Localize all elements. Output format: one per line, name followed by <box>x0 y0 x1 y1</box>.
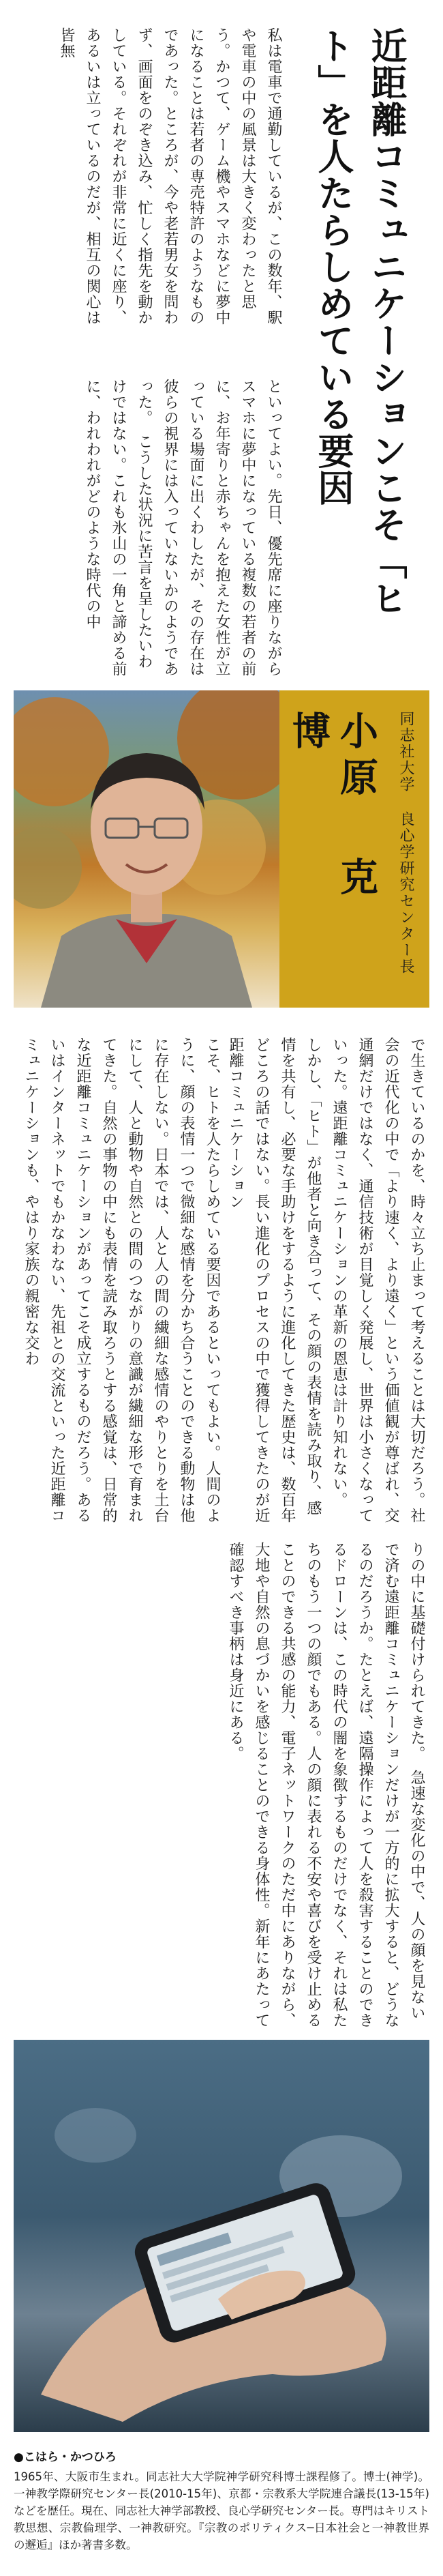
body-column-2: こそ、ヒトを人たらしめている要因であるといってもよい。人間のように、顔の表情一つで微細な感情を分かち合うことのできる動物は他に存在しない。日本では、人と人の間の繊細な感情のやりとりを土台にして、人と動物や自然との間のつながりの意識が繊細な形で育まれてきた。自然の事物の中にも表情を読み取ろうとする感覚は、日常的な近距離コミュニケーションがあってこそ成立するものだろう。あるいはインターネットでもかなわない、先祖との交流といった近距離コミュニケーションも、やはり家族の親密な交わ <box>22 1037 221 1523</box>
smartphone-hand-photo <box>14 2040 429 2432</box>
smartphone-illustration <box>14 2040 429 2432</box>
author-bio-section <box>0 2432 443 2576</box>
author-name: 小原 克博 <box>286 711 379 903</box>
article-body-section <box>0 1016 443 2040</box>
intro-paragraph-lower: といってよい。先日、優先席に座りながらスマホに夢中になっている複数の若者の前に、お年寄りと赤ちゃんを抱えた女性が立っている場面に出くわしたが、その存在は彼らの視界には入っていないかのようであった。 こうした状況に苦言を呈したいわけではない。これも氷山の一角と諦める前に、われわれがどのような時代の中 <box>84 379 282 677</box>
smartphone-photo-section <box>0 2040 443 2432</box>
intro-section <box>0 0 443 689</box>
intro-paragraph-upper: 私は電車で通勤しているが、この数年、駅や電車の中の風景は大きく変わったと思う。かつて、ゲーム機やスマホなどに夢中になることは若者の専売特許のようなものであった。ところが、今や老若男女を問わず、画面をのぞき込み、忙しく指先を動かしている。それぞれが非常に近くに座り、あるいは立っているのだが、相互の関心は皆無 <box>58 27 282 325</box>
body-column-1: で生きているのかを、時々立ち止まって考えることは大切だろう。社会の近代化の中で「より速く、より遠く」という価値観が尊ばれ、交通網だけではなく、通信技術が目覚しく発展し、世界は小さくなっていった。遠距離コミュニケーションの革新の恩恵は計り知れない。 しかし、「ヒト」が他者と向き合って、その顔の表情を読み取り、感情を共有し、必要な手助けをするように進化してきた歴史は、数百年どころの話ではない。長い進化のプロセスの中で獲得してきたのが近距離コミュニケーション <box>227 1037 425 1523</box>
bio-text: 1965年、大阪市生まれ。同志社大大学院神学研究科博士課程修了。博士(神学)。一神教学際研究センター長(2010-15年)、京都・宗教系大学院連合議長(13-15年)などを歴任。現在、同志社大神学部教授、良心学研究センター長。専門はキリスト教思想、宗教倫理学、一神教研究。『宗教のポリティクス─日本社会と一神教世界の邂逅』ほか著書多数。 <box>14 2470 429 2551</box>
body-column-3: りの中に基礎付けられてきた。 急速な変化の中で、人の顔を見ないで済む遠距離コミュニケーションだけが一方的に拡大すると、どうなるのだろうか。たとえば、遠隔操作によって人を殺害することのできるドローンは、この時代の闇を象徴するものだけでなく、それは私たちのもう一つの顔でもある。人の顔に表れる不安や喜びを受け止めることのできる共感の能力、電子ネットワークのただ中にありながら、大地や自然の息づかいを感じることのできる身体性。新年にあたって確認すべき事柄は身近にある。 <box>227 1542 425 2028</box>
author-photo-illustration <box>14 690 279 1008</box>
article-title: 近距離コミュニケーションこそ「ヒト」を人たらしめている要因 <box>312 27 408 617</box>
author-name-panel <box>279 690 429 1008</box>
author-portrait-section <box>0 690 443 1008</box>
author-photo <box>14 690 279 1008</box>
author-affiliation: 同志社大学 良心学研究センター長 <box>397 711 414 975</box>
bio-heading: ●こはら・かつひろ <box>14 2450 117 2464</box>
